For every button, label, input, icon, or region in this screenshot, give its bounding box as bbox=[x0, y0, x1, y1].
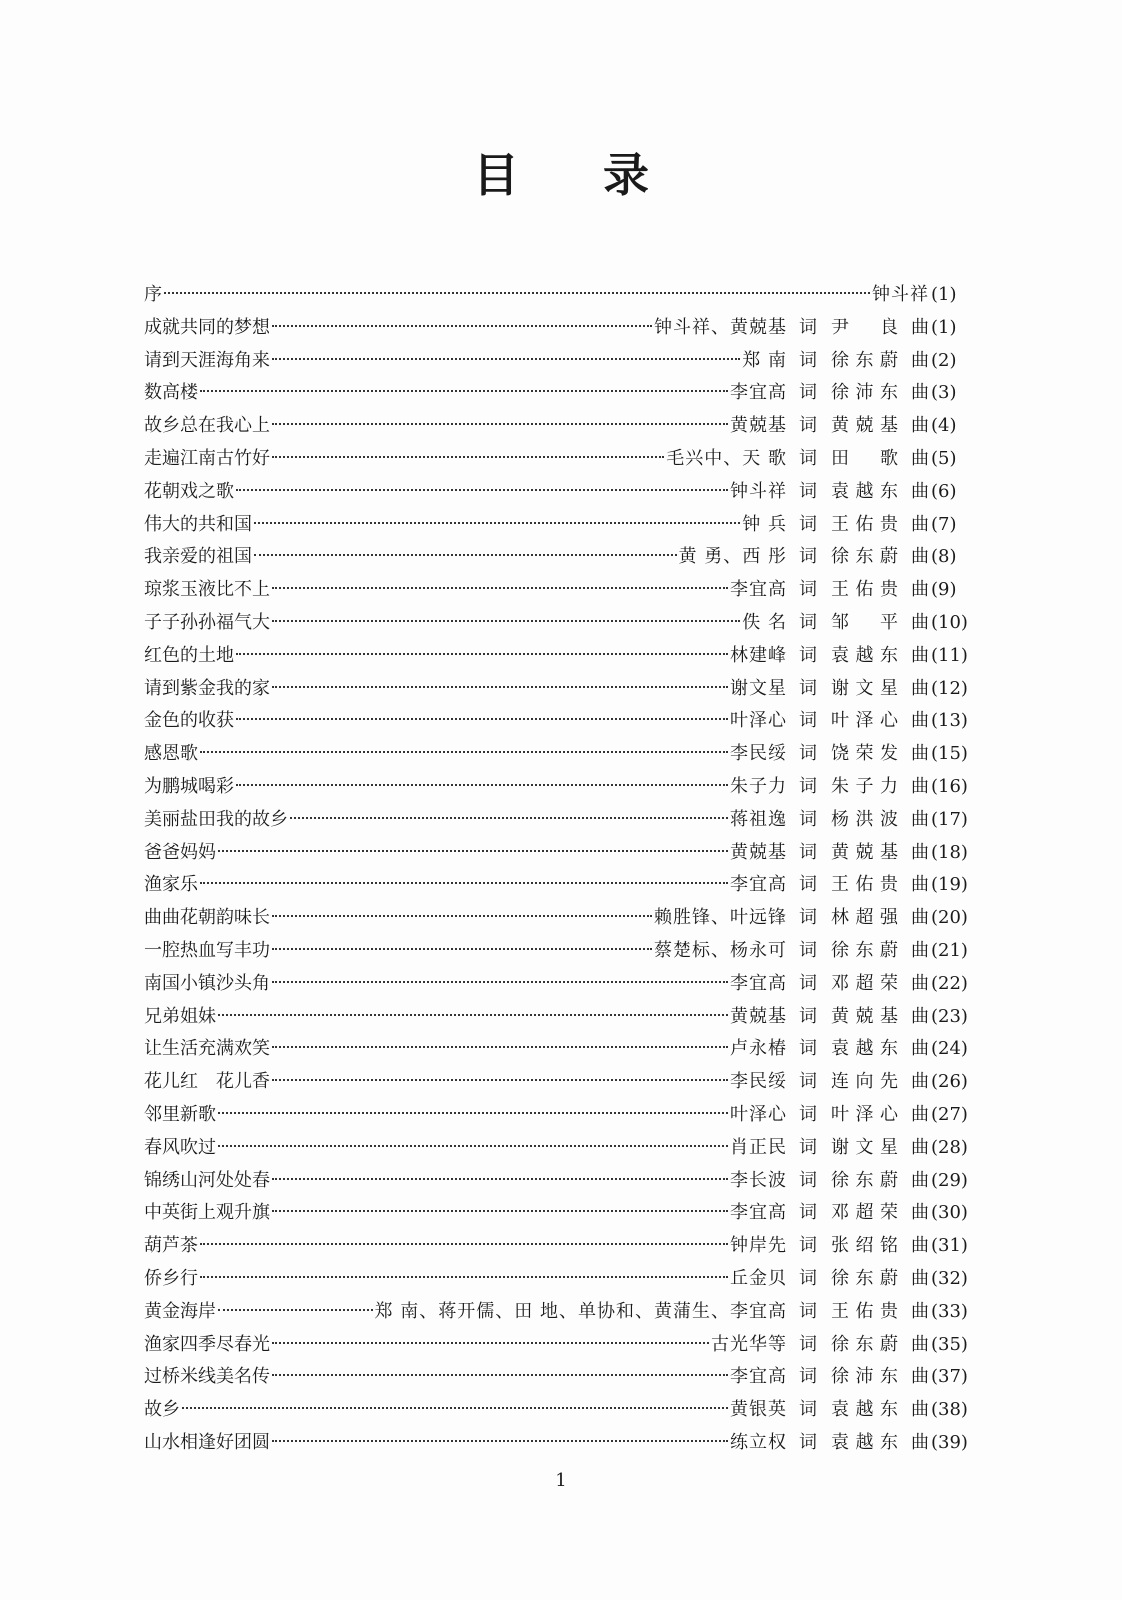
toc-entry-title: 锦绣山河处处春 bbox=[144, 1169, 270, 1191]
toc-entry-title: 葫芦茶 bbox=[144, 1235, 198, 1257]
toc-entry-lyricist: 李宜高 bbox=[730, 579, 787, 601]
toc-entry-title: 渔家四季尽春光 bbox=[144, 1333, 270, 1355]
lyric-role-label: 词 bbox=[799, 841, 817, 863]
toc-entry-title: 曲曲花朝韵味长 bbox=[144, 907, 270, 929]
toc-entry-lyricist: 郑 南 bbox=[742, 349, 787, 371]
toc-entry-page: (9) bbox=[931, 579, 957, 601]
toc-entry-lyricist: 蒋祖逸 bbox=[730, 808, 787, 830]
music-role-label: 曲 bbox=[911, 1005, 929, 1027]
lyric-role-label: 词 bbox=[799, 808, 817, 830]
toc-entry-page: (7) bbox=[931, 513, 957, 535]
toc-entry-lyricist: 赖胜锋、叶远锋 bbox=[654, 907, 787, 929]
dot-leader bbox=[272, 1045, 728, 1048]
toc-entry-page: (4) bbox=[931, 415, 957, 437]
toc-entry-title: 爸爸妈妈 bbox=[144, 841, 216, 863]
toc-entry-composer: 徐沛东 bbox=[831, 382, 899, 404]
toc-entry-page: (37) bbox=[931, 1366, 968, 1388]
toc-entry-lyricist: 钟岸先 bbox=[730, 1235, 787, 1257]
toc-entry-lyricist: 钟斗祥、黄兢基 bbox=[654, 316, 787, 338]
music-role-label: 曲 bbox=[911, 808, 929, 830]
music-role-label: 曲 bbox=[911, 710, 929, 732]
toc-entry[interactable] bbox=[144, 509, 977, 542]
toc-entry[interactable] bbox=[144, 1230, 977, 1263]
music-role-label: 曲 bbox=[911, 1267, 929, 1289]
toc-entry-composer: 林超强 bbox=[831, 907, 899, 929]
toc-entry[interactable] bbox=[144, 640, 977, 673]
toc-entry-lyricist: 黄 勇、西 彤 bbox=[678, 546, 787, 568]
toc-entry-title: 花儿红 花儿香 bbox=[144, 1071, 270, 1093]
toc-entry-title: 红色的土地 bbox=[144, 644, 234, 666]
toc-entry[interactable] bbox=[144, 1132, 977, 1165]
lyric-role-label: 词 bbox=[799, 316, 817, 338]
toc-entry-page: (32) bbox=[931, 1267, 968, 1289]
lyric-role-label: 词 bbox=[799, 480, 817, 502]
toc-entry-composer: 徐东蔚 bbox=[831, 1333, 899, 1355]
dot-leader bbox=[272, 1177, 728, 1180]
dot-leader bbox=[272, 586, 728, 589]
lyric-role-label: 词 bbox=[799, 611, 817, 633]
lyric-role-label: 词 bbox=[799, 710, 817, 732]
music-role-label: 曲 bbox=[911, 1333, 929, 1355]
toc-entry-title: 侨乡行 bbox=[144, 1267, 198, 1289]
toc-entry-composer: 黄兢基 bbox=[831, 415, 899, 437]
toc-entry-title: 感恩歌 bbox=[144, 743, 198, 765]
music-role-label: 曲 bbox=[911, 775, 929, 797]
toc-entry-title: 请到紫金我的家 bbox=[144, 677, 270, 699]
toc-entry[interactable] bbox=[144, 410, 977, 443]
music-role-label: 曲 bbox=[911, 579, 929, 601]
toc-entry-lyricist: 丘金贝 bbox=[730, 1267, 787, 1289]
dot-leader bbox=[272, 1373, 728, 1376]
toc-entry[interactable] bbox=[144, 1197, 977, 1230]
dot-leader bbox=[272, 1078, 728, 1081]
lyric-role-label: 词 bbox=[799, 447, 817, 469]
toc-entry-composer: 叶泽心 bbox=[831, 710, 899, 732]
toc-entry-lyricist: 李宜高 bbox=[730, 1202, 787, 1224]
toc-entry[interactable] bbox=[144, 377, 977, 410]
toc-entry-lyricist: 蔡楚标、杨永可 bbox=[654, 939, 787, 961]
music-role-label: 曲 bbox=[911, 644, 929, 666]
dot-leader bbox=[272, 1439, 728, 1442]
lyric-role-label: 词 bbox=[799, 1202, 817, 1224]
dot-leader bbox=[272, 455, 664, 458]
toc-entry-page: (12) bbox=[931, 677, 968, 699]
toc-entry-page: (20) bbox=[931, 907, 968, 929]
toc-entry[interactable] bbox=[144, 1394, 977, 1427]
toc-entry-lyricist: 李民绥 bbox=[730, 743, 787, 765]
dot-leader bbox=[272, 1209, 728, 1212]
lyric-role-label: 词 bbox=[799, 939, 817, 961]
lyric-role-label: 词 bbox=[799, 1169, 817, 1191]
music-role-label: 曲 bbox=[911, 972, 929, 994]
toc-entry[interactable] bbox=[144, 935, 977, 968]
toc-entry[interactable] bbox=[144, 1427, 977, 1460]
toc-entry[interactable] bbox=[144, 1361, 977, 1394]
toc-entry-page: (2) bbox=[931, 349, 957, 371]
toc-entry-page: (15) bbox=[931, 743, 968, 765]
toc-entry[interactable] bbox=[144, 738, 977, 771]
toc-entry-title: 子子孙孙福气大 bbox=[144, 611, 270, 633]
toc-entry[interactable] bbox=[144, 705, 977, 738]
toc-entry-title: 走遍江南古竹好 bbox=[144, 447, 270, 469]
toc-entry-composer: 谢文星 bbox=[831, 677, 899, 699]
lyric-role-label: 词 bbox=[799, 1136, 817, 1158]
toc-entry[interactable] bbox=[144, 837, 977, 870]
music-role-label: 曲 bbox=[911, 1169, 929, 1191]
toc-entry-lyricist: 李宜高 bbox=[730, 382, 787, 404]
lyric-role-label: 词 bbox=[799, 349, 817, 371]
toc-entry-title: 让生活充满欢笑 bbox=[144, 1038, 270, 1060]
music-role-label: 曲 bbox=[911, 841, 929, 863]
dot-leader bbox=[272, 685, 728, 688]
dot-leader bbox=[218, 1013, 728, 1016]
lyric-role-label: 词 bbox=[799, 415, 817, 437]
music-role-label: 曲 bbox=[911, 907, 929, 929]
toc-entry-composer: 王佑贵 bbox=[831, 513, 899, 535]
toc-entry-title: 我亲爱的祖国 bbox=[144, 546, 252, 568]
lyric-role-label: 词 bbox=[799, 546, 817, 568]
toc-entry[interactable] bbox=[144, 345, 977, 378]
toc-entry-composer: 袁越东 bbox=[831, 644, 899, 666]
toc-entry-composer: 袁越东 bbox=[831, 480, 899, 502]
dot-leader bbox=[236, 717, 728, 720]
toc-entry-title: 兄弟姐妹 bbox=[144, 1005, 216, 1027]
music-role-label: 曲 bbox=[911, 1300, 929, 1322]
toc-entry-lyricist: 李宜高 bbox=[730, 972, 787, 994]
dot-leader bbox=[200, 1242, 728, 1245]
toc-entry[interactable] bbox=[144, 771, 977, 804]
toc-entry-composer: 连向先 bbox=[831, 1071, 899, 1093]
dot-leader bbox=[272, 422, 728, 425]
toc-entry-lyricist: 朱子力 bbox=[730, 775, 787, 797]
dot-leader bbox=[218, 1308, 373, 1311]
toc-entry-title: 琼浆玉液比不上 bbox=[144, 579, 270, 601]
toc-entry-page: (6) bbox=[931, 480, 957, 502]
page-number: 1 bbox=[555, 1470, 567, 1491]
toc-entry[interactable] bbox=[144, 607, 977, 640]
toc-entry-lyricist: 李宜高 bbox=[730, 1366, 787, 1388]
toc-entry-page: (10) bbox=[931, 611, 968, 633]
toc-entry[interactable] bbox=[144, 1263, 977, 1296]
toc-entry[interactable] bbox=[144, 968, 977, 1001]
toc-entry-composer: 王佑贵 bbox=[831, 874, 899, 896]
toc-entry-composer: 徐东蔚 bbox=[831, 349, 899, 371]
toc-entry-title: 春风吹过 bbox=[144, 1136, 216, 1158]
toc-entry-title: 一腔热血写丰功 bbox=[144, 939, 270, 961]
music-role-label: 曲 bbox=[911, 611, 929, 633]
toc-entry[interactable] bbox=[144, 476, 977, 509]
toc-entry[interactable] bbox=[144, 1296, 977, 1329]
lyric-role-label: 词 bbox=[799, 972, 817, 994]
toc-entry-page: (16) bbox=[931, 775, 968, 797]
toc-entry-composer: 饶荣发 bbox=[831, 743, 899, 765]
toc-entry-composer: 尹 良 bbox=[831, 316, 899, 338]
toc-entry-page: (31) bbox=[931, 1235, 968, 1257]
dot-leader bbox=[236, 652, 728, 655]
music-role-label: 曲 bbox=[911, 382, 929, 404]
lyric-role-label: 词 bbox=[799, 1235, 817, 1257]
dot-leader bbox=[272, 1341, 709, 1344]
toc-entry-composer: 朱子力 bbox=[831, 775, 899, 797]
toc-entry-lyricist: 佚 名 bbox=[742, 611, 787, 633]
music-role-label: 曲 bbox=[911, 480, 929, 502]
toc-entry-page: (27) bbox=[931, 1103, 968, 1125]
toc-entry-lyricist: 钟斗祥 bbox=[730, 480, 787, 502]
toc-entry-lyricist: 肖正民 bbox=[730, 1136, 787, 1158]
toc-entry[interactable] bbox=[144, 312, 977, 345]
toc-entry-title: 南国小镇沙头角 bbox=[144, 972, 270, 994]
music-role-label: 曲 bbox=[911, 677, 929, 699]
toc-entry-page: (22) bbox=[931, 972, 968, 994]
toc-entry-page: (18) bbox=[931, 841, 968, 863]
toc-entry-lyricist: 卢永椿 bbox=[730, 1038, 787, 1060]
dot-leader bbox=[272, 914, 652, 917]
toc-entry-page: (28) bbox=[931, 1136, 968, 1158]
music-role-label: 曲 bbox=[911, 874, 929, 896]
music-role-label: 曲 bbox=[911, 1399, 929, 1421]
toc-entry-lyricist: 林建峰 bbox=[730, 644, 787, 666]
music-role-label: 曲 bbox=[911, 1038, 929, 1060]
toc-entry-page: (29) bbox=[931, 1169, 968, 1191]
lyric-role-label: 词 bbox=[799, 775, 817, 797]
music-role-label: 曲 bbox=[911, 349, 929, 371]
toc-entry-composer: 徐东蔚 bbox=[831, 939, 899, 961]
lyric-role-label: 词 bbox=[799, 1399, 817, 1421]
toc-entry[interactable] bbox=[144, 673, 977, 706]
lyric-role-label: 词 bbox=[799, 677, 817, 699]
toc-entry-composer: 袁越东 bbox=[831, 1399, 899, 1421]
dot-leader bbox=[272, 324, 652, 327]
toc-entry-lyricist: 李民绥 bbox=[730, 1071, 787, 1093]
music-role-label: 曲 bbox=[911, 1202, 929, 1224]
toc-entry-page: (19) bbox=[931, 874, 968, 896]
toc-entry-lyricist: 练立权 bbox=[730, 1431, 787, 1453]
lyric-role-label: 词 bbox=[799, 1431, 817, 1453]
toc-entry-composer: 谢文星 bbox=[831, 1136, 899, 1158]
lyric-role-label: 词 bbox=[799, 579, 817, 601]
lyric-role-label: 词 bbox=[799, 743, 817, 765]
toc-entry-title: 请到天涯海角来 bbox=[144, 349, 270, 371]
lyric-role-label: 词 bbox=[799, 1038, 817, 1060]
dot-leader bbox=[254, 553, 677, 556]
dot-leader bbox=[218, 849, 728, 852]
toc-entry-lyricist: 毛兴中、天 歌 bbox=[666, 447, 787, 469]
lyric-role-label: 词 bbox=[799, 1103, 817, 1125]
toc-entry-title: 黄金海岸 bbox=[144, 1300, 216, 1322]
toc-entry-composer: 杨洪波 bbox=[831, 808, 899, 830]
toc-entry-page: (35) bbox=[931, 1333, 968, 1355]
dot-leader bbox=[272, 980, 728, 983]
music-role-label: 曲 bbox=[911, 316, 929, 338]
lyric-role-label: 词 bbox=[799, 874, 817, 896]
dot-leader bbox=[254, 521, 740, 524]
toc-entry-lyricist: 李长波 bbox=[730, 1169, 787, 1191]
toc-entry-title: 故乡 bbox=[144, 1399, 180, 1421]
dot-leader bbox=[218, 1111, 728, 1114]
dot-leader bbox=[182, 1406, 728, 1409]
toc-entry-title: 金色的收获 bbox=[144, 710, 234, 732]
toc-entry[interactable] bbox=[144, 279, 977, 312]
toc-entry-composer: 邓超荣 bbox=[831, 972, 899, 994]
toc-entry[interactable] bbox=[144, 1066, 977, 1099]
lyric-role-label: 词 bbox=[799, 644, 817, 666]
lyric-role-label: 词 bbox=[799, 513, 817, 535]
toc-entry-lyricist: 谢文星 bbox=[730, 677, 787, 699]
dot-leader bbox=[200, 750, 728, 753]
toc-entry-lyricist: 黄兢基 bbox=[730, 1005, 787, 1027]
toc-entry[interactable] bbox=[144, 1033, 977, 1066]
music-role-label: 曲 bbox=[911, 1071, 929, 1093]
dot-leader bbox=[164, 291, 870, 294]
page-title: 目 录 bbox=[472, 147, 683, 202]
toc-entry-title: 过桥米线美名传 bbox=[144, 1366, 270, 1388]
toc-entry-page: (38) bbox=[931, 1399, 968, 1421]
lyric-role-label: 词 bbox=[799, 1333, 817, 1355]
toc-entry-lyricist: 李宜高 bbox=[730, 874, 787, 896]
toc-entry-lyricist: 黄兢基 bbox=[730, 415, 787, 437]
music-role-label: 曲 bbox=[911, 1136, 929, 1158]
dot-leader bbox=[200, 881, 728, 884]
music-role-label: 曲 bbox=[911, 1235, 929, 1257]
toc-entry-composer: 徐东蔚 bbox=[831, 1169, 899, 1191]
dot-leader bbox=[200, 1275, 728, 1278]
lyric-role-label: 词 bbox=[799, 382, 817, 404]
toc-entry-title: 渔家乐 bbox=[144, 874, 198, 896]
toc-entry-page: (33) bbox=[931, 1300, 968, 1322]
music-role-label: 曲 bbox=[911, 1431, 929, 1453]
toc-entry-page: (24) bbox=[931, 1038, 968, 1060]
toc-entry-composer: 田 歌 bbox=[831, 447, 899, 469]
toc-entry-composer: 徐东蔚 bbox=[831, 546, 899, 568]
toc-entry[interactable] bbox=[144, 443, 977, 476]
dot-leader bbox=[218, 1144, 728, 1147]
toc-entry-lyricist: 钟 兵 bbox=[742, 513, 787, 535]
toc-entry-page: (1) bbox=[931, 316, 957, 338]
toc-entry-page: (1) bbox=[931, 284, 957, 305]
toc-entry-title: 山水相逢好团圆 bbox=[144, 1431, 270, 1453]
toc-entry-title: 为鹏城喝彩 bbox=[144, 775, 234, 797]
toc-entry-composer: 邓超荣 bbox=[831, 1202, 899, 1224]
toc-entry-page: (5) bbox=[931, 447, 957, 469]
toc-entry-title: 邻里新歌 bbox=[144, 1103, 216, 1125]
music-role-label: 曲 bbox=[911, 447, 929, 469]
toc-entry[interactable] bbox=[144, 869, 977, 902]
toc-entry[interactable] bbox=[144, 804, 977, 837]
toc-entry-page: (39) bbox=[931, 1431, 968, 1453]
toc-entry-title: 序 bbox=[144, 284, 162, 305]
toc-entry-page: (3) bbox=[931, 382, 957, 404]
toc-entry-composer: 徐沛东 bbox=[831, 1366, 899, 1388]
music-role-label: 曲 bbox=[911, 743, 929, 765]
toc-entry-lyricist: 古光华等 bbox=[711, 1333, 787, 1355]
music-role-label: 曲 bbox=[911, 939, 929, 961]
toc-entry-lyricist: 叶泽心 bbox=[730, 1103, 787, 1125]
lyric-role-label: 词 bbox=[799, 1267, 817, 1289]
toc-entry-composer: 袁越东 bbox=[831, 1038, 899, 1060]
toc-entry-title: 成就共同的梦想 bbox=[144, 316, 270, 338]
toc-entry-lyricist: 黄银英 bbox=[730, 1399, 787, 1421]
toc-entry-composer: 张绍铭 bbox=[831, 1235, 899, 1257]
toc-entry-composer: 王佑贵 bbox=[831, 579, 899, 601]
music-role-label: 曲 bbox=[911, 546, 929, 568]
music-role-label: 曲 bbox=[911, 415, 929, 437]
toc-entry-composer: 黄兢基 bbox=[831, 1005, 899, 1027]
toc-entry[interactable] bbox=[144, 1165, 977, 1198]
toc-entry-composer: 黄兢基 bbox=[831, 841, 899, 863]
toc-entry[interactable] bbox=[144, 1329, 977, 1362]
music-role-label: 曲 bbox=[911, 1103, 929, 1125]
toc-entry-composer: 徐东蔚 bbox=[831, 1267, 899, 1289]
toc-entry-title: 中英街上观升旗 bbox=[144, 1202, 270, 1224]
lyric-role-label: 词 bbox=[799, 1366, 817, 1388]
toc-entry-page: (26) bbox=[931, 1071, 968, 1093]
toc-entry-page: (17) bbox=[931, 808, 968, 830]
toc-entry-composer: 王佑贵 bbox=[831, 1300, 899, 1322]
toc-entry-page: (13) bbox=[931, 710, 968, 732]
toc-entry[interactable] bbox=[144, 1001, 977, 1034]
toc-entry-composer: 袁越东 bbox=[831, 1431, 899, 1453]
dot-leader bbox=[272, 947, 652, 950]
table-of-contents bbox=[144, 279, 977, 1460]
music-role-label: 曲 bbox=[911, 513, 929, 535]
toc-entry-title: 花朝戏之歌 bbox=[144, 480, 234, 502]
dot-leader bbox=[236, 488, 728, 491]
toc-entry[interactable] bbox=[144, 902, 977, 935]
toc-entry-title: 数高楼 bbox=[144, 382, 198, 404]
toc-entry-page: (11) bbox=[931, 644, 968, 666]
lyric-role-label: 词 bbox=[799, 1005, 817, 1027]
toc-entry-lyricist: 黄兢基 bbox=[730, 841, 787, 863]
dot-leader bbox=[272, 619, 740, 622]
dot-leader bbox=[236, 783, 728, 786]
lyric-role-label: 词 bbox=[799, 1300, 817, 1322]
toc-entry-lyricist: 钟斗祥 bbox=[872, 284, 929, 305]
toc-entry-title: 美丽盐田我的故乡 bbox=[144, 808, 288, 830]
toc-entry[interactable] bbox=[144, 541, 977, 574]
toc-entry[interactable] bbox=[144, 574, 977, 607]
toc-entry[interactable] bbox=[144, 1099, 977, 1132]
toc-entry-composer: 邹 平 bbox=[831, 611, 899, 633]
lyric-role-label: 词 bbox=[799, 907, 817, 929]
dot-leader bbox=[200, 389, 728, 392]
dot-leader bbox=[290, 816, 728, 819]
lyric-role-label: 词 bbox=[799, 1071, 817, 1093]
dot-leader bbox=[272, 357, 740, 360]
toc-entry-page: (21) bbox=[931, 939, 968, 961]
music-role-label: 曲 bbox=[911, 1366, 929, 1388]
toc-entry-lyricist: 叶泽心 bbox=[730, 710, 787, 732]
toc-entry-page: (23) bbox=[931, 1005, 968, 1027]
toc-entry-lyricist: 郑 南、蒋开儒、田 地、单协和、黄蒲生、李宜高 bbox=[374, 1300, 787, 1322]
toc-entry-title: 伟大的共和国 bbox=[144, 513, 252, 535]
toc-entry-composer: 叶泽心 bbox=[831, 1103, 899, 1125]
toc-entry-title: 故乡总在我心上 bbox=[144, 415, 270, 437]
toc-entry-page: (30) bbox=[931, 1202, 968, 1224]
toc-entry-page: (8) bbox=[931, 546, 957, 568]
